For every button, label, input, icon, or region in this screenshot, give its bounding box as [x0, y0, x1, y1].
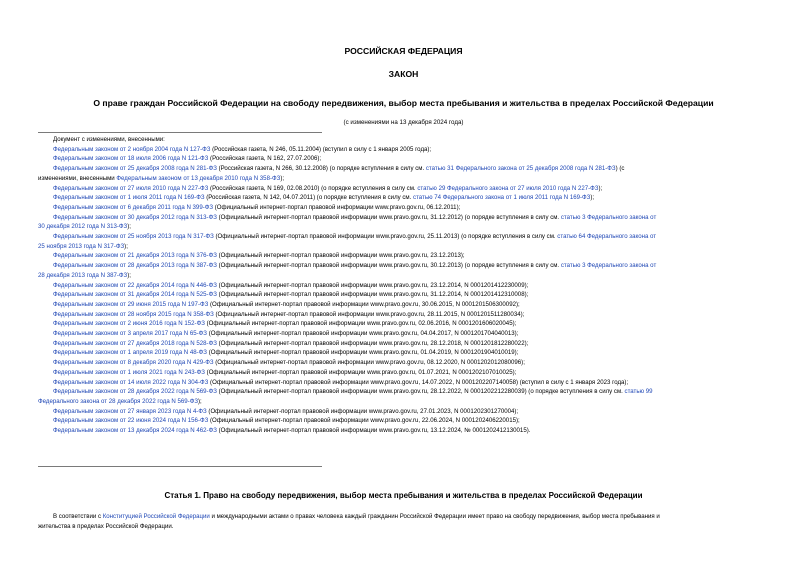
article-1-heading: Статья 1. Право на свободу передвижения, выбор места пребывания и жительства в пределах Российской Федерации [164, 491, 643, 500]
amendment-law-link[interactable]: Федеральным законом от 27 июля 2010 года N 227-ФЗ [53, 184, 209, 192]
amendment-continuation [38, 174, 770, 184]
amendment-details: (Официальный интернет-портал правовой информации www.pravo.gov.ru, 31.12.2012) (о порядке вступления в силу см. [216, 213, 561, 221]
amendment-continuation [38, 242, 770, 252]
amendment-details: (Официальный интернет-портал правовой информации www.pravo.gov.ru, 22.06.2024, N 0001202406220015); [208, 417, 520, 425]
amendment-law-link[interactable]: Федеральным законом от 14 июля 2022 года N 304-ФЗ [53, 378, 209, 386]
article-1-paragraph [38, 512, 770, 532]
amendment-item [38, 407, 770, 417]
amendment-continuation [38, 222, 770, 232]
amendment-law-link[interactable]: Федеральным законом от 3 апреля 2017 года N 65-ФЗ [53, 330, 207, 338]
amendment-details: (Официальный интернет-портал правовой информации www.pravo.gov.ru, 01.07.2021, N 0001202107010025); [204, 368, 517, 376]
amendment-law-link[interactable]: Федеральным законом от 8 декабря 2020 года N 429-ФЗ [53, 359, 214, 367]
top-divider [38, 132, 322, 133]
amendment-law-link[interactable]: Федеральным законом от 22 декабря 2014 года N 446-ФЗ [53, 281, 217, 289]
amendment-law-link[interactable]: Федеральным законом от 1 июля 2011 года N 169-ФЗ [53, 194, 205, 202]
amendment-law-link[interactable]: Федеральным законом от 27 декабря 2018 года N 528-ФЗ [53, 339, 217, 347]
amendment-continuation [38, 271, 770, 281]
amendment-item [38, 339, 770, 349]
amendment-item [38, 213, 770, 232]
effective-article-link[interactable]: статью 3 Федерального закона от [560, 262, 657, 270]
effective-article-link[interactable]: статью 3 Федерального закона от [560, 213, 657, 221]
amendment-law-link[interactable]: Федеральным законом от 29 июня 2015 года N 197-ФЗ [53, 300, 209, 308]
amendment-details: (Официальный интернет-портал правовой информации www.pravo.gov.ru, 25.11.2013) (о порядке вступления в силу см. [213, 233, 558, 241]
amendment-law-link[interactable]: Федеральным законом от 22 июня 2024 года N 156-ФЗ [53, 417, 209, 425]
amendment-details: (Официальный интернет-портал правовой информации www.pravo.gov.ru, 02.06.2016, N 0001201606020045); [204, 320, 517, 328]
amendment-law-link[interactable]: Федеральным законом от 30 декабря 2012 года N 313-ФЗ [53, 213, 217, 221]
amendment-details: (Официальный интернет-портал правовой информации www.pravo.gov.ru, 31.12.2014, N 0001201412310008); [216, 291, 529, 299]
amendment-details: ); [598, 184, 603, 192]
amendment-details: (Официальный интернет-портал правовой информации www.pravo.gov.ru, 04.04.2017, N 0001201704040013); [207, 330, 519, 338]
referenced-law-link[interactable]: Федеральным законом от 13 декабря 2010 года N 358-ФЗ [116, 174, 281, 182]
effective-article-link[interactable]: статью 31 Федерального закона от 25 декабря 2008 года N 281-ФЗ [425, 165, 616, 173]
amendment-item [38, 184, 770, 194]
amendment-law-link[interactable]: Федеральным законом от 13 декабря 2024 года N 462-ФЗ [53, 427, 217, 435]
amendment-item [38, 378, 770, 388]
revision-note: (с изменениями на 13 декабря 2024 года) [343, 119, 464, 126]
amendment-law-link[interactable]: Федеральным законом от 28 декабря 2013 года N 387-ФЗ [53, 262, 217, 270]
article-1-body [38, 512, 770, 532]
effective-article-link[interactable]: статью 29 Федерального закона от 27 июля 2010 года N 227-ФЗ [417, 184, 599, 192]
amendment-law-link[interactable]: Федеральным законом от 1 апреля 2019 года N 48-ФЗ [53, 349, 207, 357]
amendment-details: (Официальный интернет-портал правовой информации www.pravo.gov.ru, 23.12.2014, N 0001201412230009); [216, 281, 529, 289]
amendment-details: (Российская газета, N 266, 30.12.2008) (о порядке вступления в силу см. [216, 165, 426, 173]
effective-article-link[interactable]: статью 64 Федерального закона от [557, 233, 657, 241]
amendment-details: (Российская газета, N 162, 27.07.2006); [208, 155, 322, 163]
effective-article-link[interactable]: статью 74 Федерального закона от 1 июля 2011 года N 169-ФЗ [413, 194, 591, 202]
amendment-details: (Официальный интернет-портал правовой информации www.pravo.gov.ru, 28.11.2015, N 0001201511280034); [213, 310, 525, 318]
constitution-link[interactable]: Конституцией Российской Федерации [102, 513, 210, 520]
amendment-item [38, 348, 770, 358]
amendment-details: ); [198, 397, 202, 405]
article-1-text: жительства в пределах Российской Федерации. [38, 523, 174, 530]
amendment-item [38, 145, 770, 155]
amendment-law-link[interactable]: Федеральным законом от 2 ноября 2004 года N 127-ФЗ [53, 145, 211, 153]
amendment-details: (Официальный интернет-портал правовой информации www.pravo.gov.ru, 14.07.2022, N 0001202207140058) (вступил в силу с 1 января 2023 года); [208, 378, 629, 386]
amendment-item [38, 368, 770, 378]
amendment-item [38, 290, 770, 300]
effective-article-link[interactable]: статью 99 [624, 388, 653, 396]
amendment-item [38, 300, 770, 310]
amendment-details: (Официальный интернет-портал правовой информации www.pravo.gov.ru, 13.12.2024, № 0001202412130015). [216, 427, 531, 435]
amendment-details: ); [280, 174, 285, 182]
amendment-law-link[interactable]: Федеральным законом от 6 декабря 2011 года N 399-ФЗ [53, 203, 214, 211]
amendment-law-link[interactable]: Федеральным законом от 31 декабря 2014 года N 525-ФЗ [53, 291, 217, 299]
amendment-item [38, 387, 770, 406]
referenced-law-link[interactable]: 30 декабря 2012 года N 313-ФЗ [38, 223, 128, 231]
referenced-law-link[interactable]: Федерального закона от 28 декабря 2022 года N 569-ФЗ [38, 397, 199, 405]
doc-type-heading: ЗАКОН [388, 69, 419, 79]
amendment-item [38, 319, 770, 329]
amendment-details: (Официальный интернет-портал правовой информации www.pravo.gov.ru, 30.06.2015, N 0001201506300092); [208, 300, 520, 308]
amendment-law-link[interactable]: Федеральным законом от 27 января 2023 года N 4-ФЗ [53, 407, 207, 415]
amendment-item [38, 281, 770, 291]
amendment-item [38, 203, 770, 213]
amendment-law-link[interactable]: Федеральным законом от 25 ноября 2013 года N 317-ФЗ [53, 233, 214, 241]
amendment-item [38, 164, 770, 183]
amendment-details: (Официальный интернет-портал правовой информации www.pravo.gov.ru, 23.12.2013); [216, 252, 465, 260]
bottom-divider [38, 466, 322, 467]
amendment-details: ); [124, 242, 128, 250]
amendments-intro: Документ с изменениями, внесенными: [53, 136, 165, 143]
federation-heading: РОССИЙСКАЯ ФЕДЕРАЦИЯ [344, 46, 463, 56]
amendment-details: (Российская газета, N 169, 02.08.2010) (о порядке вступления в силу см. [208, 184, 418, 192]
amendment-details: ); [127, 271, 131, 279]
amendment-item [38, 358, 770, 368]
amendment-item [38, 232, 770, 251]
article-1-text: и международными актами о правах человека каждый гражданин Российской Федерации имеет право на свободу передвижения, выбор места пребывания и [209, 513, 660, 520]
amendment-details: ); [590, 194, 595, 202]
amendment-item [38, 329, 770, 339]
amendment-details: (Официальный интернет-портал правовой информации www.pravo.gov.ru, 28.12.2022, N 0001202212280039) (о порядке вступления в силу см. [216, 388, 625, 396]
amendment-law-link[interactable]: Федеральным законом от 2 июня 2016 года N 152-ФЗ [53, 320, 205, 328]
amendment-law-link[interactable]: Федеральным законом от 28 декабря 2022 года N 569-ФЗ [53, 388, 217, 396]
amendment-details: (Официальный интернет-портал правовой информации www.pravo.gov.ru, 27.01.2023, N 0001202301270004); [206, 407, 519, 415]
amendment-continuation [38, 397, 770, 407]
referenced-law-link[interactable]: 28 декабря 2013 года N 387-ФЗ [38, 271, 128, 279]
amendment-item [38, 193, 770, 203]
amendment-law-link[interactable]: Федеральным законом от 28 ноября 2015 года N 358-ФЗ [53, 310, 214, 318]
amendment-details: изменениями, внесенными [38, 174, 117, 182]
amendment-item [38, 426, 770, 436]
amendment-details: (Официальный интернет-портал правовой информации www.pravo.gov.ru, 08.12.2020, N 0001202012080096); [213, 359, 525, 367]
amendment-details: (Официальный интернет-портал правовой информации www.pravo.gov.ru, 30.12.2013) (о порядке вступления в силу см. [216, 262, 561, 270]
law-title: О праве граждан Российской Федерации на свободу передвижения, выбор места пребывания и жительства в пределах Российской Федерации [93, 98, 714, 108]
amendment-details: (Российская газета, N 142, 04.07.2011) (о порядке вступления в силу см. [204, 194, 414, 202]
amendment-details: (Официальный интернет-портал правовой информации www.pravo.gov.ru, 06.12.2011); [213, 203, 461, 211]
amendment-item [38, 416, 770, 426]
amendment-item [38, 251, 770, 261]
amendment-details: (Российская газета, N 246, 05.11.2004) (вступил в силу с 1 января 2005 года); [210, 145, 432, 153]
amendment-item [38, 261, 770, 280]
amendment-law-link[interactable]: Федеральным законом от 1 июля 2021 года N 243-ФЗ [53, 368, 205, 376]
amendment-law-link[interactable]: Федеральным законом от 21 декабря 2013 года N 376-ФЗ [53, 252, 217, 260]
amendment-item [38, 154, 770, 164]
amendment-details: (Официальный интернет-портал правовой информации www.pravo.gov.ru, 01.04.2019, N 0001201904010019); [207, 349, 519, 357]
amendment-law-link[interactable]: Федеральным законом от 18 июля 2006 года N 121-ФЗ [53, 155, 209, 163]
amendment-details: ) (с [615, 165, 625, 173]
amendment-law-link[interactable]: Федеральным законом от 25 декабря 2008 года N 281-ФЗ [53, 165, 217, 173]
amendment-details: (Официальный интернет-портал правовой информации www.pravo.gov.ru, 28.12.2018, N 0001201812280022); [216, 339, 529, 347]
referenced-law-link[interactable]: 25 ноября 2013 года N 317-ФЗ [38, 242, 125, 250]
amendments-list [38, 135, 770, 436]
article-1-text: В соответствии с [53, 513, 103, 520]
amendment-item [38, 310, 770, 320]
amendment-details: ); [127, 223, 131, 231]
